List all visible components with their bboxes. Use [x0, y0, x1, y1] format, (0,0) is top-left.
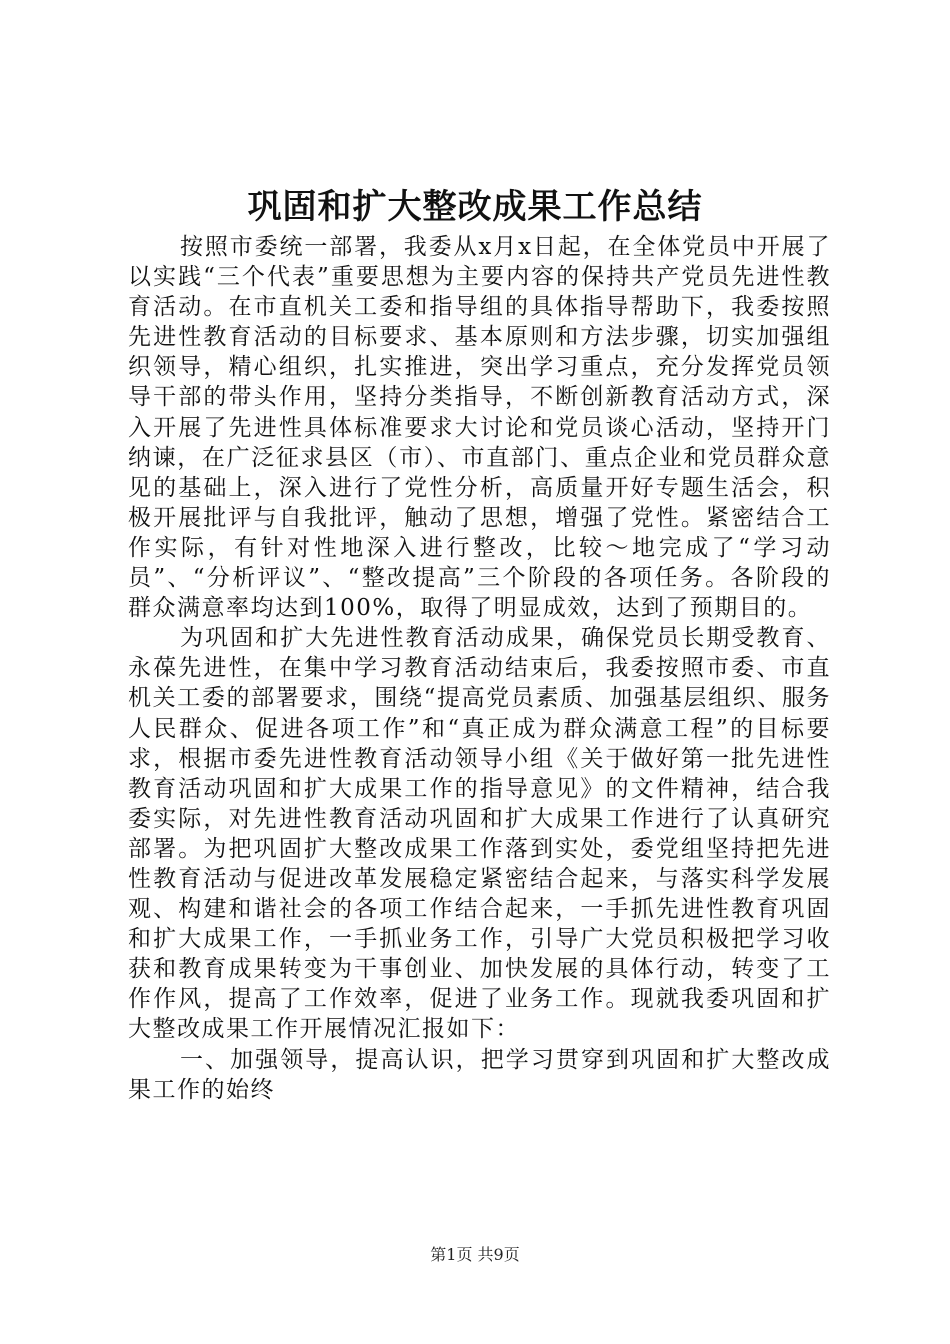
paragraph-1: 按照市委统一部署，我委从x月x日起，在全体党员中开展了以实践“三个代表”重要思想为主要内容的保持共产党员先进性教育活动。在市直机关工委和指导组的具体指导帮助下，我委按照先进性教育活动的目标要求、基本原则和方法步骤，切实加强组织领导，精心组织，扎实推进，突出学习重点，充分发挥党员领导干部的带头作用，坚持分类指导，不断创新教育活动方式，深入开展了先进性具体标准要求大讨论和党员谈心活动，坚持开门纳谏，在广泛征求县区（市）、市直部门、重点企业和党员群众意见的基础上，深入进行了党性分析，高质量开好专题生活会，积极开展批评与自我批评，触动了思想，增强了党性。紧密结合工作实际，有针对性地深入进行整改，比较～地完成了“学习动员”、“分析评议”、“整改提高”三个阶段的各项任务。各阶段的群众满意率均达到100%，取得了明显成效，达到了预期目的。	[128, 234, 831, 622]
page-number-footer: 第1页 共9页	[430, 1245, 520, 1264]
paragraph-2: 为巩固和扩大先进性教育活动成果，确保党员长期受教育、永葆先进性，在集中学习教育活动结束后，我委按照市委、市直机关工委的部署要求，围绕“提高党员素质、加强基层组织、服务人民群众、促进各项工作”和“真正成为群众满意工程”的目标要求，根据市委先进性教育活动领导小组《关于做好第一批先进性教育活动巩固和扩大成果工作的指导意见》的文件精神，结合我委实际，对先进性教育活动巩固和扩大成果工作进行了认真研究部署。为把巩固扩大整改成果工作落到实处，委党组坚持把先进性教育活动与促进改革发展稳定紧密结合起来，与落实科学发展观、构建和谐社会的各项工作结合起来，一手抓先进性教育巩固和扩大成果工作，一手抓业务工作，引导广大党员积极把学习收获和教育成果转变为干事创业、加快发展的具体行动，转变了工作作风，提高了工作效率，促进了业务工作。现就我委巩固和扩大整改成果工作开展情况汇报如下：	[128, 625, 831, 1043]
section-heading-1: 一、加强领导，提高认识，把学习贯穿到巩固和扩大整改成果工作的始终	[128, 1046, 831, 1103]
document-body	[128, 232, 831, 1105]
document-title: 巩固和扩大整改成果工作总结	[247, 187, 703, 227]
